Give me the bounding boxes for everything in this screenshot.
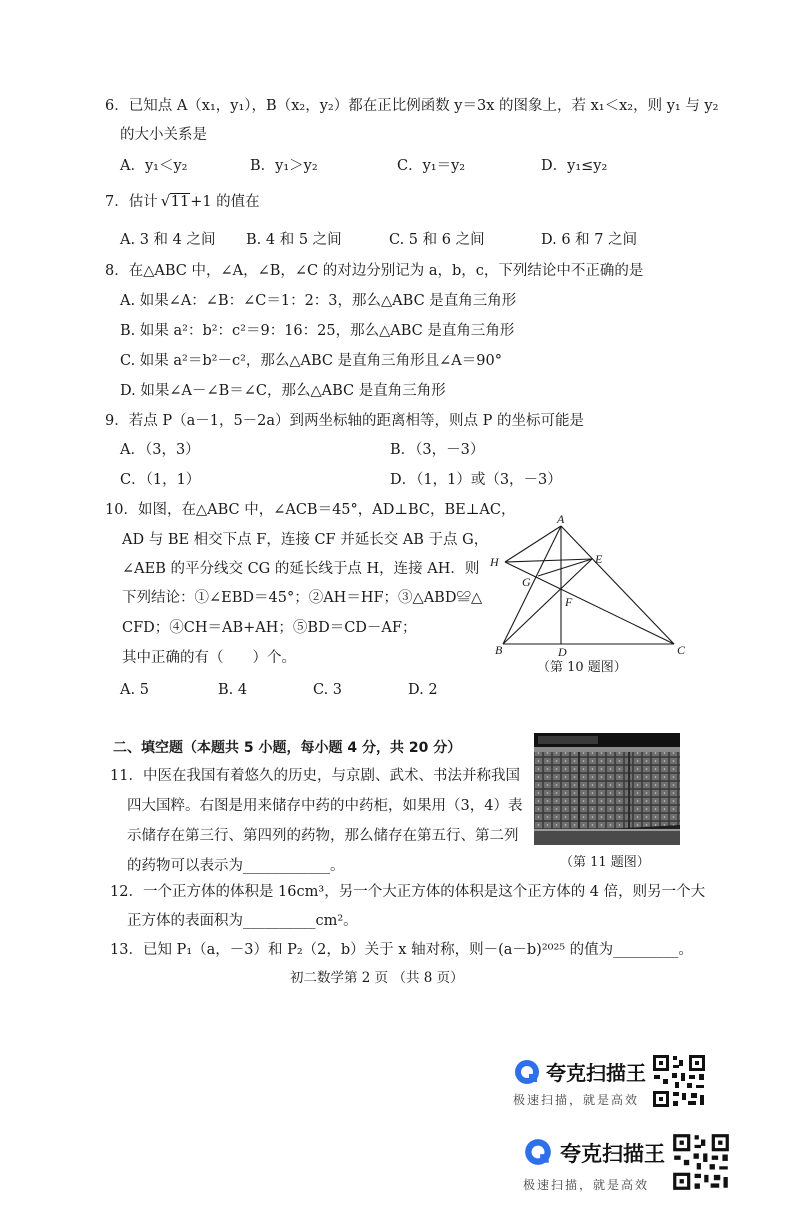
watermark-brand-name: 夸克扫描王 <box>546 1061 646 1085</box>
label-f: F <box>565 595 573 609</box>
label-d: D <box>558 645 567 657</box>
q6-option-d: D．y₁≤y₂ <box>541 158 608 174</box>
q12-line-1: 12．一个正方体的体积是 16cm³，另一个大正方体的体积是这个正方体的 4 倍，则另一个大 <box>110 884 706 900</box>
q8-option-d: D. 如果∠A－∠B＝∠C，那么△ABC 是直角三角形 <box>120 383 446 399</box>
label-g: G <box>522 575 531 589</box>
q7-stem-prefix: 7．估计 <box>105 194 158 210</box>
q9-option-c: C．（1，1） <box>120 472 201 488</box>
label-a: A <box>557 512 565 526</box>
q10-triangle-figure <box>480 512 690 657</box>
quark-logo-icon <box>523 1137 553 1167</box>
qr-code-icon <box>651 1053 707 1109</box>
q10-line-2: AD 与 BE 相交下点 F，连接 CF 并延长交 AB 于点 G， <box>122 532 489 548</box>
q11-line-4: 的药物可以表示为____________。 <box>127 858 345 874</box>
q8-option-b: B. 如果 a²：b²：c²＝9：16：25，那么△ABC 是直角三角形 <box>120 323 515 339</box>
segment-he <box>505 559 592 562</box>
q10-line-1: 10．如图，在△ABC 中，∠ACB＝45°，AD⊥BC，BE⊥AC， <box>105 502 516 518</box>
q10-option-c: C. 3 <box>313 682 343 698</box>
watermark-brand-name: 夸克扫描王 <box>560 1142 665 1166</box>
segment-ac <box>561 526 674 644</box>
q6-stem-line1: 6．已知点 A（x₁，y₁），B（x₂，y₂）都在正比例函数 y＝3x 的图象上，若 x₁＜x₂，则 y₁ 与 y₂ <box>105 98 719 114</box>
quark-logo-icon <box>513 1058 541 1086</box>
label-h: H <box>490 555 499 569</box>
q8-stem: 8．在△ABC 中，∠A，∠B，∠C 的对边分别记为 a，b，c，下列结论中不正确的是 <box>105 263 644 279</box>
q9-option-b: B．（3，－3） <box>390 442 485 458</box>
q9-option-a: A．（3，3） <box>120 442 200 458</box>
q7-option-c: C. 5 和 6 之间 <box>389 232 485 248</box>
q7-stem-suffix: +1 的值在 <box>190 194 260 210</box>
scanner-watermark-1 <box>513 1053 708 1111</box>
q7-option-d: D. 6 和 7 之间 <box>541 232 638 248</box>
q8-option-c: C. 如果 a²＝b²－c²，那么△ABC 是直角三角形且∠A＝90° <box>120 353 502 369</box>
watermark-slogan: 极速扫描，就是高效 <box>513 1093 640 1107</box>
q7-option-a: A. 3 和 4 之间 <box>120 232 216 248</box>
q10-figure-caption: （第 10 题图） <box>537 660 627 675</box>
q9-option-d: D．（1，1）或（3，－3） <box>390 472 562 488</box>
q12-line-2: 正方体的表面积为__________cm²。 <box>127 913 358 929</box>
watermark-slogan: 极速扫描，就是高效 <box>523 1178 650 1192</box>
q6-option-a: A．y₁＜y₂ <box>120 158 188 174</box>
q10-option-d: D. 2 <box>408 682 438 698</box>
q8-option-a: A. 如果∠A：∠B：∠C＝1：2：3，那么△ABC 是直角三角形 <box>120 293 517 309</box>
q6-option-c: C．y₁＝y₂ <box>397 158 466 174</box>
q11-line-2: 四大国粹。右图是用来储存中药的中药柜，如果用（3，4）表 <box>127 798 523 814</box>
label-b: B <box>495 643 503 657</box>
q10-option-b: B. 4 <box>218 682 248 698</box>
q11-line-1: 11．中医在我国有着悠久的历史，与京剧、武术、书法并称我国 <box>110 768 520 784</box>
q11-figure-caption: （第 11 题图） <box>560 855 650 870</box>
scanner-watermark-2 <box>523 1132 733 1194</box>
q7-stem <box>105 192 260 212</box>
sqrt-sign: √ 11 <box>160 192 190 210</box>
q13-line: 13．已知 P₁（a，－3）和 P₂（2，b）关于 x 轴对称，则－(a－b)²⁰²⁵ 的值为_________。 <box>110 942 693 958</box>
medicine-cabinet-photo <box>534 733 680 845</box>
q10-line-6: 其中正确的有（ ）个。 <box>122 650 296 666</box>
page-footer: 初二数学第 2 页 （共 8 页） <box>290 970 464 986</box>
q6-option-b: B．y₁＞y₂ <box>250 158 318 174</box>
segment-be <box>503 559 592 644</box>
q7-option-b: B. 4 和 5 之间 <box>246 232 342 248</box>
label-e: E <box>595 552 603 566</box>
qr-code-icon <box>671 1132 731 1192</box>
q11-line-3: 示储存在第三行、第四列的药物，那么储存在第五行、第二列 <box>127 828 519 844</box>
q7-radicand: 11 <box>170 194 190 210</box>
q6-stem-line2: 的大小关系是 <box>120 127 207 143</box>
q10-line-3: ∠AEB 的平分线交 CG 的延长线于点 H，连接 AH．则 <box>122 561 480 577</box>
q10-line-4: 下列结论：①∠EBD＝45°；②AH＝HF；③△ABD≌△ <box>122 590 483 606</box>
q10-option-a: A. 5 <box>120 682 149 698</box>
q9-stem: 9．若点 P（a－1，5－2a）到两坐标轴的距离相等，则点 P 的坐标可能是 <box>105 413 585 429</box>
segment-eg <box>538 559 592 576</box>
section-heading-fill-in: 二、填空题（本题共 5 小题，每小题 4 分，共 20 分） <box>113 740 462 756</box>
label-c: C <box>677 643 686 657</box>
q10-line-5: CFD；④CH＝AB+AH；⑤BD＝CD－AF； <box>122 620 417 636</box>
